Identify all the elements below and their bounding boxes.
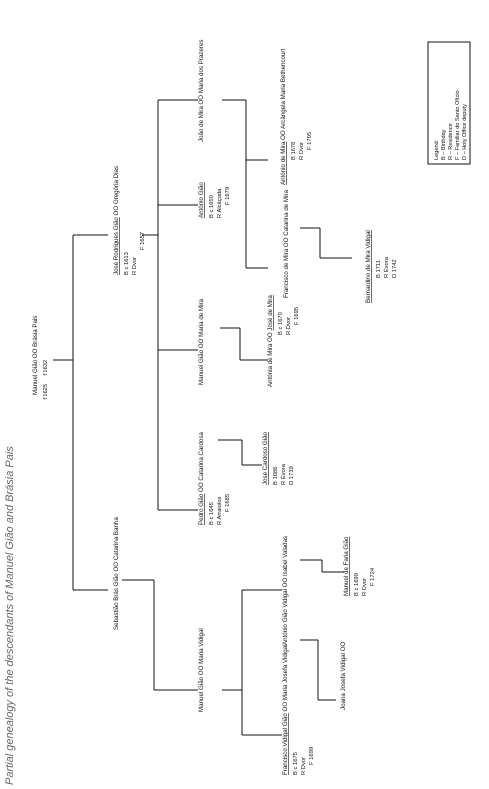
- jose-cardoso-residence: R Évora: [281, 464, 287, 485]
- jose-de-mira-residence: R Dvor: [286, 316, 292, 335]
- svg-text:Pedro Gião OO Catarina Cardosa: [198, 432, 205, 525]
- antonio-giao-vidigal-names: António Gião Vidigal OO Isabel Valadas: [282, 535, 289, 645]
- root-names: Manuel Gião OO Brásia Pais: [32, 315, 39, 395]
- pedro-giao-residence: R Arraiolos: [217, 496, 223, 525]
- francisco-vidigal-familiar: F 1699: [309, 746, 315, 765]
- person-antonio-giao: [198, 182, 231, 218]
- joao-de-mira-names: João de Mira OO Maria dos Prazeres: [198, 39, 205, 142]
- person-joao-de-mira: [198, 40, 205, 142]
- manuel-de-faria-birth: B c 1699: [354, 573, 360, 596]
- antonio-de-mira-familiar: F 1705: [307, 131, 313, 150]
- manuel-de-faria-familiar: F 1724: [370, 567, 376, 586]
- jose-de-mira-birth: B c 1670: [278, 312, 284, 335]
- antonio-de-mira-birth: B 1678: [291, 141, 297, 160]
- antonio-giao-familiar: F 1679: [225, 186, 231, 205]
- legend: [428, 42, 470, 164]
- francisco-vidigal-spouse: OO Maria Josefa Vidigal: [282, 644, 289, 714]
- francisco-vidigal-residence: R Dvor: [301, 756, 307, 775]
- svg-text:Francisco Vidigal Gião OO Mari: [282, 645, 289, 775]
- jose-rodrigues-familiar: F 1657: [140, 231, 146, 250]
- sebastiao-names: Sebastião Brás Gião OO Catarina Banha: [113, 517, 120, 630]
- svg-text:António de Mira OO Arcângela M: [280, 49, 287, 185]
- jose-cardoso-name: José Cardoso Gião: [262, 432, 269, 485]
- person-antonio-de-mira: [280, 49, 313, 185]
- manuel-de-faria-residence: R Dvor: [362, 577, 368, 596]
- jose-rodrigues-name: José Rodrigues Gião: [113, 217, 120, 275]
- antonia-de-mira-name: Antónia de Mira OO: [267, 330, 274, 387]
- person-jose-rodrigues-giao: [113, 166, 146, 275]
- antonio-de-mira-residence: R Dvor: [299, 141, 305, 160]
- person-root-couple: [32, 316, 49, 400]
- legend-item-birthday: B – Birthday: [441, 129, 447, 160]
- person-francisco-vidigal-giao: [282, 645, 315, 775]
- svg-text:Joana Josefa Vidigal OO: [340, 641, 347, 710]
- francisco-vidigal-name: Francisco Vidigal Gião: [282, 713, 289, 775]
- person-manuel-giao-mira: [198, 298, 205, 385]
- antonio-giao-birth: B c 1650: [209, 195, 215, 218]
- legend-item-deputy: D – Holy Office deputy: [462, 104, 468, 160]
- bernardino-name: Bernardino de Mira Vidigal: [365, 230, 372, 303]
- bernardino-residence: R Évora: [384, 257, 390, 278]
- jose-de-mira-familiar: F 1695: [294, 306, 300, 325]
- person-antonia-de-mira: [267, 295, 300, 387]
- antonio-de-mira-spouse: OO Arcângela Maria Bethencourt: [280, 48, 287, 142]
- root-death-1: †1632: [43, 359, 49, 376]
- manuel-de-faria-giao-name: Manuel de Faria Gião: [343, 536, 350, 596]
- root-death-2: †1625: [43, 383, 49, 400]
- person-bernardino-de-mira: [365, 230, 398, 303]
- manuel-giao-vidigal-names: Manuel Gião OO Maria Vidigal: [198, 628, 205, 712]
- jose-rodrigues-birth: B c 1613: [124, 252, 130, 275]
- jose-cardoso-deputy: D 1739: [289, 466, 295, 485]
- francisco-vidigal-birth: B c 1675: [293, 752, 299, 775]
- jose-de-mira-name: José de Mira: [267, 295, 274, 331]
- legend-title: Legend:: [434, 139, 440, 160]
- person-manuel-giao-vidigal: [198, 628, 205, 712]
- person-francisco-de-mira: [283, 189, 290, 298]
- joana-josefa-name: Joana Josefa Vidigal OO: [340, 641, 347, 710]
- person-antonio-giao-vidigal: [282, 536, 289, 645]
- manuel-giao-mira-names: Manuel Gião OO Maria de Mira: [198, 299, 205, 385]
- bernardino-birth: B 1711: [376, 260, 382, 278]
- antonio-giao-name: António Gião: [198, 182, 205, 218]
- person-joana-josefa-vidigal: [340, 536, 376, 710]
- antonio-de-mira-name: António de Mira: [280, 141, 287, 185]
- jose-rodrigues-residence: R Dvor: [132, 256, 138, 275]
- person-jose-cardoso-giao: [262, 431, 295, 485]
- jose-rodrigues-spouse: OO Gregória Dias: [113, 165, 120, 218]
- legend-item-familiar: F – Familiar do Santo Ofício: [455, 90, 461, 160]
- jose-cardoso-birth: B 1686: [273, 466, 279, 485]
- francisco-de-mira-names: Francisco de Mira OO Catarina de Mira: [283, 190, 290, 298]
- legend-item-residence: R – Residence: [448, 123, 454, 160]
- person-sebastiao-bras-giao: [113, 517, 120, 630]
- pedro-giao-name: Pedro Gião: [198, 493, 205, 525]
- pedro-giao-familiar: F 1685: [225, 493, 231, 512]
- figure-caption: Partial genealogy of the descendants of Manuel Gião and Brásia Pais: [4, 446, 16, 785]
- bernardino-deputy: D 1742: [392, 259, 398, 278]
- pedro-giao-spouse: OO Catarina Cardosa: [198, 432, 205, 494]
- svg-text:Antónia de Mira OO José de Mir: [267, 295, 274, 387]
- svg-text:José Rodrigues Gião OO Gregóri: [113, 166, 120, 275]
- person-pedro-giao: [198, 432, 231, 525]
- pedro-giao-birth: B c 1645: [209, 502, 215, 525]
- antonio-giao-residence: R Alcáçuda: [217, 188, 223, 218]
